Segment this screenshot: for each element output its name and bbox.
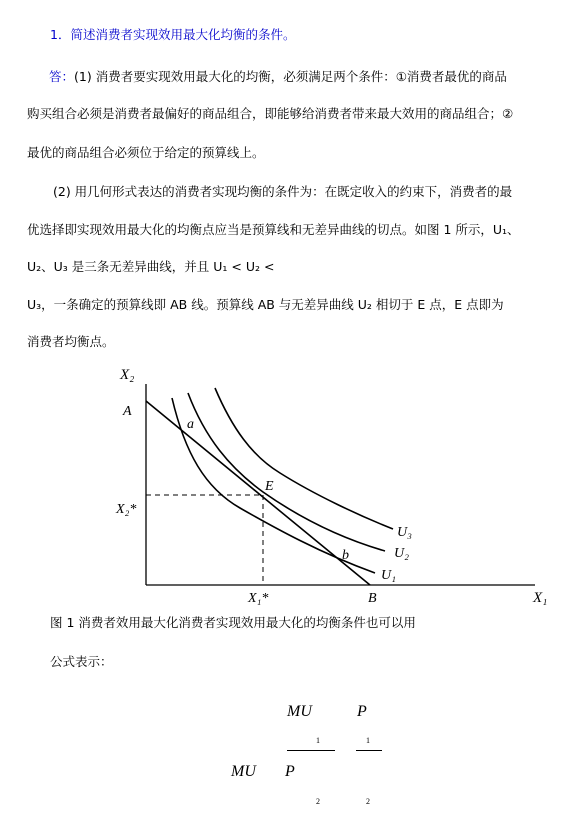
answer-line-3: 最优的商品组合必须位于给定的预算线上。 — [27, 145, 265, 160]
point-a-upper-label: A — [123, 404, 132, 419]
answer-line-1: (1) 消费者要实现效用最大化的均衡，必须满足两个条件：①消费者最优的商品 — [74, 69, 507, 84]
answer-line-5: 优选择即实现效用最大化的均衡点应当是预算线和无差异曲线的切点。如图 1 所示，U₁、 — [27, 222, 520, 237]
y-axis-label: X₂ — [120, 367, 135, 383]
formula-sub-1b: 1 — [366, 736, 370, 745]
answer-line-8: 消费者均衡点。 — [27, 334, 115, 349]
formula-intro: 公式表示： — [50, 654, 113, 669]
formula-bar-1 — [287, 750, 335, 751]
point-a-lower-label: a — [187, 417, 194, 432]
answer-line-2: 购买组合必须是消费者最偏好的商品组合，即能够给消费者带来最大效用的商品组合；② — [27, 106, 514, 121]
figure-caption: 图 1 消费者效用最大化消费者实现效用最大化的均衡条件也可以用 — [50, 615, 416, 630]
answer-line-4: (2) 用几何形式表达的消费者实现均衡的条件为：在既定收入的约束下，消费者的最 — [53, 184, 513, 199]
formula-mu-bottom: MU — [231, 763, 256, 780]
indifference-curve-u3 — [215, 388, 393, 529]
answer-label: 答： — [49, 69, 75, 84]
formula-p-top: P — [357, 703, 367, 720]
point-b-lower-label: b — [342, 548, 349, 563]
formula-p-bottom: P — [285, 763, 295, 780]
point-e-label: E — [265, 479, 274, 494]
indifference-curve-u2 — [188, 393, 385, 551]
question-heading: 1．简述消费者实现效用最大化均衡的条件。 — [50, 27, 296, 42]
formula-mu-top: MU — [287, 703, 312, 720]
x1-star-label: X₁* — [248, 591, 269, 606]
x2-star-label: X₂* — [116, 502, 137, 517]
formula-bar-2 — [356, 750, 382, 751]
consumer-equilibrium-figure — [0, 358, 569, 608]
formula-sub-2a: 2 — [316, 797, 320, 806]
formula-sub-1a: 1 — [316, 736, 320, 745]
curve-u1-label: U₁ — [381, 568, 396, 583]
answer-line-6: U₂、U₃ 是三条无差异曲线，并且 U₁ < U₂ < — [27, 259, 275, 274]
curve-u3-label: U₃ — [397, 525, 412, 540]
answer-line-7: U₃，一条确定的预算线即 AB 线。预算线 AB 与无差异曲线 U₂ 相切于 E 点，E 点即为 — [27, 297, 504, 312]
x-axis-label: X₁ — [533, 590, 548, 606]
curve-u2-label: U₂ — [394, 546, 409, 561]
formula-sub-2b: 2 — [366, 797, 370, 806]
point-b-upper-label: B — [368, 591, 377, 606]
answer-paragraph-1 — [49, 69, 507, 85]
